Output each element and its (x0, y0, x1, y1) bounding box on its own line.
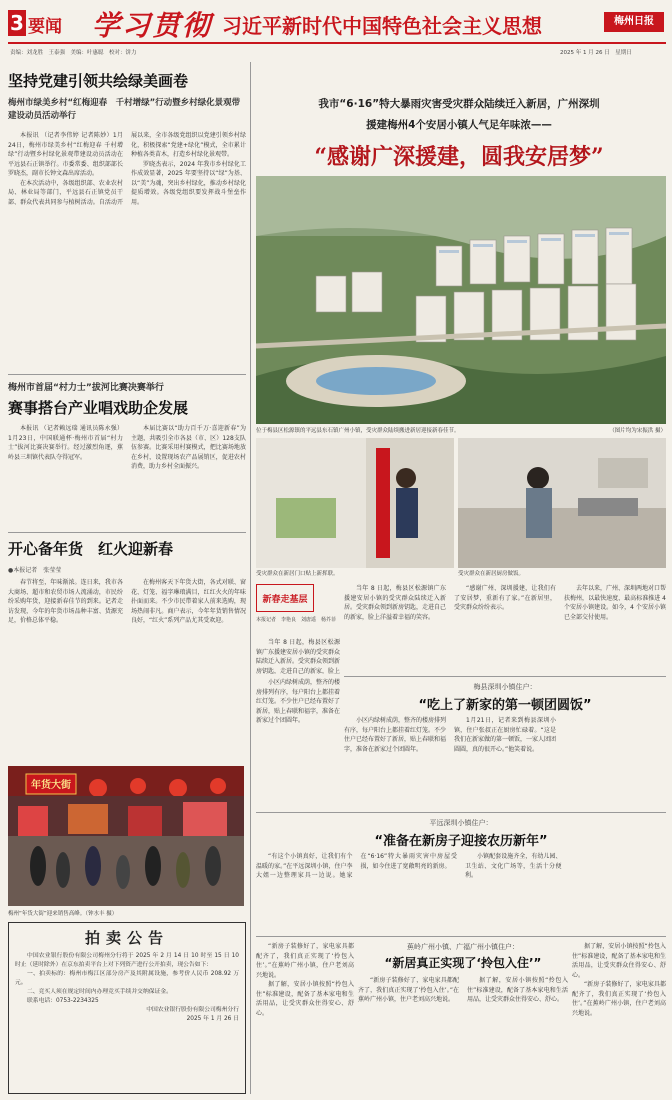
photo-credit: （图片均为宋振洪 摄） (609, 428, 666, 434)
article-3-paragraph: 在梅州客天下年货大街，各式对联、窗花、灯笼、福字琳琅满目，红红火火的年味扑面而来。不少市民带着家人前来选购，现场热闹非凡。商户表示，今年年货销售情况良好，“红火”系列产品尤其受欢迎。 (131, 579, 246, 624)
story-2-headline: “准备在新房子迎接农历新年” (374, 834, 548, 849)
issue-date: 2025 年 1 月 26 日 星期日 (560, 50, 632, 56)
article-1-subhead: 梅州市绿美乡村“红梅迎春 千村增绿”行动暨乡村绿化景观带建设动员活动举行 (8, 98, 241, 121)
story-2-place: 平远深圳小镇住户： (429, 819, 493, 827)
paper-logo (604, 12, 664, 32)
story-3-paragraph: “新房子装修好了，家电家具都配齐了，我们真正实现了‘拎包入住’。”在蕉岭广州小镇，住户老刘高兴地说。 (256, 943, 354, 979)
article-3-body (8, 578, 246, 750)
column-badge (256, 584, 314, 612)
aerial-town-photo (256, 176, 666, 424)
auction-paragraph: 一、拍卖标的：梅州市梅江区部分房产及其附属设施，参考价人民币 208.92 万元。 (15, 971, 239, 986)
story-3-paragraph: 据了解，安居小镇按照“拎包入住”标准建设，配备了基本家电和生活用品，让受灾群众住得安心、舒心。 (256, 981, 354, 1017)
feature-kicker-line2: 援建梅州4个安居小镇人气足年味浓—— (366, 119, 552, 131)
section-name: 要闻 (28, 17, 62, 37)
intro-paragraph: 去年以来，广州、深圳两地对口帮扶梅州，以最快速度、最高标准推进 4 个安居小镇建设。如今，4 个安居小镇已全部交付使用。 (564, 585, 666, 621)
story-1-headline: “吃上了新家的第一顿团圆饭” (418, 698, 592, 713)
article-2-kicker: 梅州市首届“村力士”拔河比赛决赛举行 (8, 383, 164, 393)
article-2-headline: 赛事搭台产业唱戏助企发展 (8, 399, 189, 417)
article-1-body (8, 131, 246, 341)
article-2-paragraph: 本届比赛以“助力百千万·喜迎新春”为主题，共吸引全市各县（市、区）128支队伍参赛。比赛采用村赛模式，把比赛场地放在乡村，设置现场农产品展销区，促进农村消费，助力乡村全面振兴。 (131, 425, 246, 470)
story-3-paragraph: “新房子装修好了，家电家具都配齐了，我们真正实现了‘拎包入住’。”在蕉岭广州小镇，住户老刘高兴地说。 (572, 981, 666, 1017)
story-1-paragraph: 1月21日，记者来到梅县深圳小镇，住户张叔正在厨房忙碌着。“这是我们在新家做的第一顿饭，一家人团团圆圆，真的很开心。”他笑着说。 (454, 717, 557, 753)
article-1-headline: 坚持党建引领共绘绿美画卷 (8, 72, 189, 90)
story-1-place: 梅县深圳小镇住户： (473, 683, 537, 691)
couplet-photo-caption: 受灾群众在新居门口贴上新挥联。 (256, 571, 339, 577)
feature-kicker (252, 96, 666, 132)
market-sign: 年货大街 (31, 780, 71, 791)
new-year-market-photo (8, 766, 244, 906)
story-1-body (344, 716, 666, 808)
story-1-paragraph: 小区内绿树成荫，整齐的楼房排列有序，每户阳台上都挂着红灯笼。不少住户已经布置好了新居，贴上春联和福字，准备在新家过个团圆年。 (344, 717, 447, 753)
kitchen-photo-caption: 受灾群众在新居厨房做饭。 (458, 571, 525, 577)
story-3-paragraph: 据了解，安居小镇按照“拎包入住”标准建设，配备了基本家电和生活用品，让受灾群众住得安心、舒心。 (572, 943, 666, 979)
intro-paragraph: “感谢广州、深圳援建，让我们有了安居梦，重新有了家。”在新居里，受灾群众纷纷表示。 (454, 585, 556, 611)
auction-paragraph: 二、竞买人须在规定时间内办理竞买手续并交纳保证金。 (27, 989, 172, 995)
story-3-paragraph: “新房子装修好了，家电家具都配齐了，我们真正实现了‘拎包入住’。”在蕉岭广州小镇，住户老刘高兴地说。 (358, 977, 459, 1003)
column-authors: 本报记者 李艳良 刘唐遥 杨芥菲 (256, 617, 337, 623)
article-3-byline: ●本报记者 张莹莹 (8, 567, 62, 574)
intro-paragraph-repeat: 当年 8 日起，梅县区松源镇广东援建安居小镇的受灾群众陆续迁入新居。受灾群众领到新房钥匙，走进自己的新家，脸上 (256, 639, 340, 674)
header-rule (8, 42, 666, 44)
aerial-photo-caption: 位于梅县区松源镇的平远县东石镇广州小镇，受灾群众陆续搬进新居迎接新春佳节。 (256, 428, 460, 434)
divider (256, 936, 666, 937)
auction-date: 2025 年 1 月 26 日 (186, 1016, 239, 1022)
story-3-body-left (256, 942, 354, 1094)
article-1-paragraph: 在本次活动中，各级组织部、农业农村局、林业局等部门，平远县石正镇党员干部、群众代表共同参与植树活动。自活动开展以来，全市各级党组织以党建引领乡村绿化，积极探索“党建+绿化”模式，全市累计种植各类苗木，打造乡村绿化景观带。 (8, 132, 246, 206)
auction-paragraph: 中国农业银行股份有限公司梅州分行将于 2025 年 2 月 14 日 10 时至 15 日 10 时止（延时除外）在京东拍卖平台上对下列资产进行公开拍卖，现公告如下： (15, 953, 239, 968)
auction-signature: 中国农业银行股份有限公司梅州分行 (146, 1007, 239, 1013)
divider (8, 374, 246, 375)
article-2-body (8, 424, 246, 524)
auction-contact: 联系电话：0753-2234325 (27, 998, 99, 1004)
story-3-body (358, 976, 568, 1094)
page-header (0, 0, 672, 60)
feature-intro (344, 584, 666, 672)
feature-headline: “感谢广深援建，圆我安居梦” (314, 144, 604, 170)
story-2-body (256, 852, 666, 932)
editors-line: 责编：刘龙胜 王泰强 美编：叶惠聪 校对：饼力 (10, 50, 137, 56)
left-article-3 (8, 538, 246, 920)
auction-title: 拍卖公告 (84, 929, 169, 947)
story-3-headline: “新居真正实现了‘拎包入住’” (384, 956, 542, 970)
page-number-badge (8, 10, 26, 36)
story-3-body-right (572, 942, 666, 1094)
article-3-headline: 开心备年货 红火迎新春 (8, 540, 174, 558)
divider (256, 812, 666, 813)
story-1-paragraph: 小区内绿树成荫，整齐的楼房排列有序，每户阳台上都挂着红灯笼。不少住户已经布置好了新居，贴上春联和福字，准备在新家过个团圆年。 (256, 679, 340, 724)
auction-body (15, 952, 239, 1086)
intro-paragraph: 当年 8 日起，梅县区松源镇广东援建安居小镇的受灾群众陆续迁入新居。受灾群众领到新房钥匙，走进自己的新家，脸上洋溢着幸福的笑容。 (344, 585, 447, 621)
feature-intro-left (256, 638, 340, 674)
article-2-paragraph: 本报讯 （记者赖远瑞 通讯员陈永强）1月23日，中国联通杯·梅州市首届“村力士”拔河比赛决赛举行。经过激烈角逐，蕉岭县三圳镇代表队夺得冠军。 (8, 425, 123, 461)
article-3-paragraph: 春节将至，年味渐浓。连日来，我市各大商场、超市和农贸市场人流涌动，市民纷纷采购年货，迎接新春佳节的到来。记者走访发现，今年的年货市场品种丰富、货源充足，价格总体平稳。 (8, 579, 123, 624)
article-1-paragraph: 本报讯 （记者李伟婷 记者陈妙）1月24日，梅州市绿美乡村“红梅迎春 千村增绿”行动暨乡村绿化景观带建设动员活动在平远县石正镇举行。市委常委、组织部部长罗晓杰，副市长钟文森出席活动。 (8, 132, 123, 177)
column-separator (250, 62, 251, 1094)
story-3-place: 蕉岭广州小镇、广福广州小镇住户： (407, 943, 519, 951)
divider (344, 676, 666, 677)
left-article-2 (8, 380, 246, 528)
story-3-paragraph: 据了解，安居小镇按照“拎包入住”标准建设，配备了基本家电和生活用品，让受灾群众住得安心、舒心。 (467, 977, 568, 1003)
feature-kicker-line1: 我市“6·16”特大暴雨灾害受灾群众陆续迁入新居，广州深圳 (318, 98, 600, 110)
story-2-paragraph: 小镇配套设施齐全，有幼儿园、卫生站、文化广场等，生活十分便利。 (465, 853, 562, 879)
kitchen-photo (458, 438, 666, 568)
story-2-paragraph: “有这个小镇真好，让我们有个温暖的家。”在平远深圳小镇，住户李大姐一边整理家具一边说。她家在“6·16”特大暴雨灾害中房屋受损，如今住进了宽敞明亮的新房。 (256, 853, 457, 879)
article-1-paragraph: 罗晓杰表示，2024 年我市乡村绿化工作成效显著，2025 年要坚持以“绿”为基、以“美”为魂，突出乡村绿化，推动乡村绿化提质增效。各级党组织要发挥战斗堡垒作用。 (131, 160, 246, 206)
auction-notice (8, 922, 246, 1094)
paper-name: 梅州日报 (614, 16, 654, 27)
story-1-body-left (256, 678, 340, 808)
page-theme-title: 习近平新时代中国特色社会主义思想 (222, 14, 542, 38)
page-number: 3 (10, 11, 24, 35)
calligraphy-title: 学习贯彻 (92, 9, 213, 42)
divider (8, 532, 246, 533)
left-article-1 (8, 62, 246, 372)
couplet-photo (256, 438, 454, 568)
market-photo-caption: 梅州“年货大街”迎来销售高峰。（钟水丰 摄） (8, 911, 118, 917)
column-badge-label: 新春走基层 (262, 594, 308, 605)
